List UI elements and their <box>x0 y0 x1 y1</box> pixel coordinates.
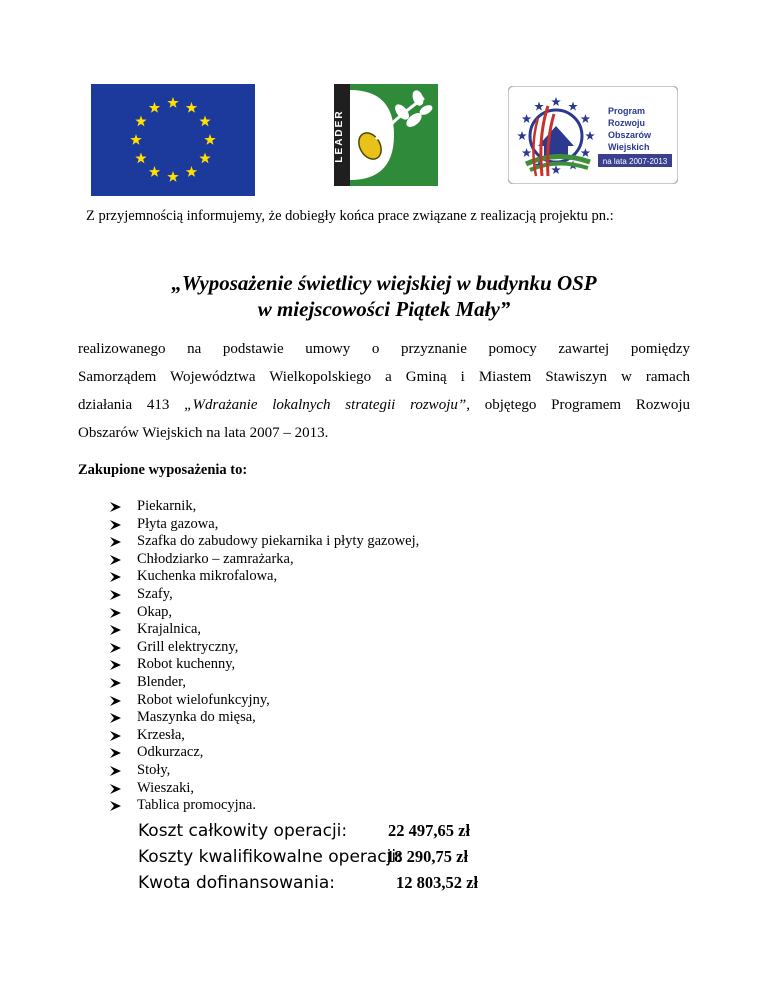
equipment-item <box>110 639 419 657</box>
equipment-item-label: Szafy, <box>137 585 173 602</box>
equipment-item <box>110 498 419 516</box>
equipment-item-label: Blender, <box>137 673 186 690</box>
equipment-item-label: Robot wielofunkcyjny, <box>137 691 270 708</box>
equipment-item <box>110 797 419 815</box>
project-title-line-1: „Wyposażenie świetlicy wiejskiej w budynku OSP <box>171 271 597 295</box>
prow-text-5: na lata 2007-2013 <box>602 157 668 166</box>
project-title <box>0 270 768 322</box>
intro-text: Z przyjemnością informujemy, że dobiegły końca prace związane z realizacją projektu pn.: <box>86 208 614 224</box>
equipment-item-label: Kuchenka mikrofalowa, <box>137 568 278 585</box>
equipment-item-label: Odkurzacz, <box>137 744 204 761</box>
leader-logo <box>334 84 438 186</box>
equipment-item-label: Piekarnik, <box>137 498 197 514</box>
arrow-bullet-icon <box>110 784 121 794</box>
equipment-item <box>110 727 419 745</box>
arrow-bullet-icon <box>110 713 121 723</box>
description-line-3 <box>78 391 690 419</box>
prow-text-3: Obszarów <box>608 130 652 140</box>
prow-text-1: Program <box>608 106 646 116</box>
equipment-item <box>110 533 419 551</box>
description-line-4: Obszarów Wiejskich na lata 2007 – 2013. <box>78 425 329 441</box>
arrow-bullet-icon <box>110 608 121 618</box>
equipment-item <box>110 762 419 780</box>
arrow-bullet-icon <box>110 520 121 530</box>
equipment-item <box>110 621 419 639</box>
equipment-item-label: Stoły, <box>137 761 171 778</box>
equipment-item <box>110 744 419 762</box>
description-line-3-start: działania 413 <box>78 397 185 413</box>
equipment-item-label: Robot kuchenny, <box>137 656 236 673</box>
project-title-line-2: w miejscowości Piątek Mały” <box>257 297 511 321</box>
equipment-list <box>110 498 419 815</box>
arrow-bullet-icon <box>110 555 121 565</box>
equipment-item <box>110 674 419 692</box>
arrow-bullet-icon <box>110 678 121 688</box>
equipment-item <box>110 516 419 534</box>
arrow-bullet-icon <box>110 625 121 635</box>
arrow-bullet-icon <box>110 660 121 670</box>
strategy-name: „Wdrażanie lokalnych strategii rozwoju” <box>184 397 467 413</box>
prow-logo <box>508 86 678 184</box>
cost-label: Kwota dofinansowania: <box>138 873 336 893</box>
arrow-bullet-icon <box>110 572 121 582</box>
description-line-2: Samorządem Województwa Wielkopolskiego a Gminą i Miastem Stawiszyn w ramach <box>78 369 690 385</box>
cost-label: Koszty kwalifikowalne operacji: <box>138 847 402 867</box>
equipment-item <box>110 568 419 586</box>
arrow-bullet-icon <box>110 502 121 512</box>
description-line-1: realizowanego na podstawie umowy o przyznanie pomocy zawartej pomiędzy <box>78 341 690 357</box>
cost-value: 18 290,75 zł <box>386 847 469 866</box>
equipment-item <box>110 586 419 604</box>
equipment-item <box>110 551 419 569</box>
prow-text-2: Rozwoju <box>608 118 645 128</box>
equipment-item-label: Wieszaki, <box>137 779 194 796</box>
equipment-item <box>110 604 419 622</box>
equipment-heading: Zakupione wyposażenia to: <box>78 462 248 478</box>
equipment-item-label: Krzesła, <box>137 726 185 743</box>
equipment-item-label: Grill elektryczny, <box>137 638 239 655</box>
arrow-bullet-icon <box>110 643 121 653</box>
cost-value: 22 497,65 zł <box>388 821 471 840</box>
arrow-bullet-icon <box>110 590 121 600</box>
equipment-item-label: Chłodziarko – zamrażarka, <box>137 550 294 567</box>
equipment-item-label: Okap, <box>137 603 173 620</box>
equipment-item-label: Płyta gazowa, <box>137 515 219 532</box>
equipment-item-label: Tablica promocyjna. <box>137 797 256 814</box>
leader-text: LEADER <box>334 109 345 163</box>
arrow-bullet-icon <box>110 748 121 758</box>
eu-flag-logo <box>91 84 255 196</box>
equipment-item <box>110 709 419 727</box>
arrow-bullet-icon <box>110 766 121 776</box>
arrow-bullet-icon <box>110 801 121 811</box>
cost-label: Koszt całkowity operacji: <box>138 821 348 841</box>
arrow-bullet-icon <box>110 537 121 547</box>
project-description <box>78 335 690 447</box>
arrow-bullet-icon <box>110 731 121 741</box>
equipment-item <box>110 656 419 674</box>
equipment-item-label: Szafka do zabudowy piekarnika i płyty gazowej, <box>137 533 420 550</box>
equipment-item <box>110 780 419 798</box>
equipment-item <box>110 692 419 710</box>
equipment-item-label: Maszynka do mięsa, <box>137 709 256 726</box>
description-line-3-end: , objętego Programem Rozwoju <box>466 397 691 413</box>
prow-text-4: Wiejskich <box>608 142 650 152</box>
equipment-item-label: Krajalnica, <box>137 621 202 638</box>
arrow-bullet-icon <box>110 696 121 706</box>
cost-value: 12 803,52 zł <box>396 873 479 892</box>
